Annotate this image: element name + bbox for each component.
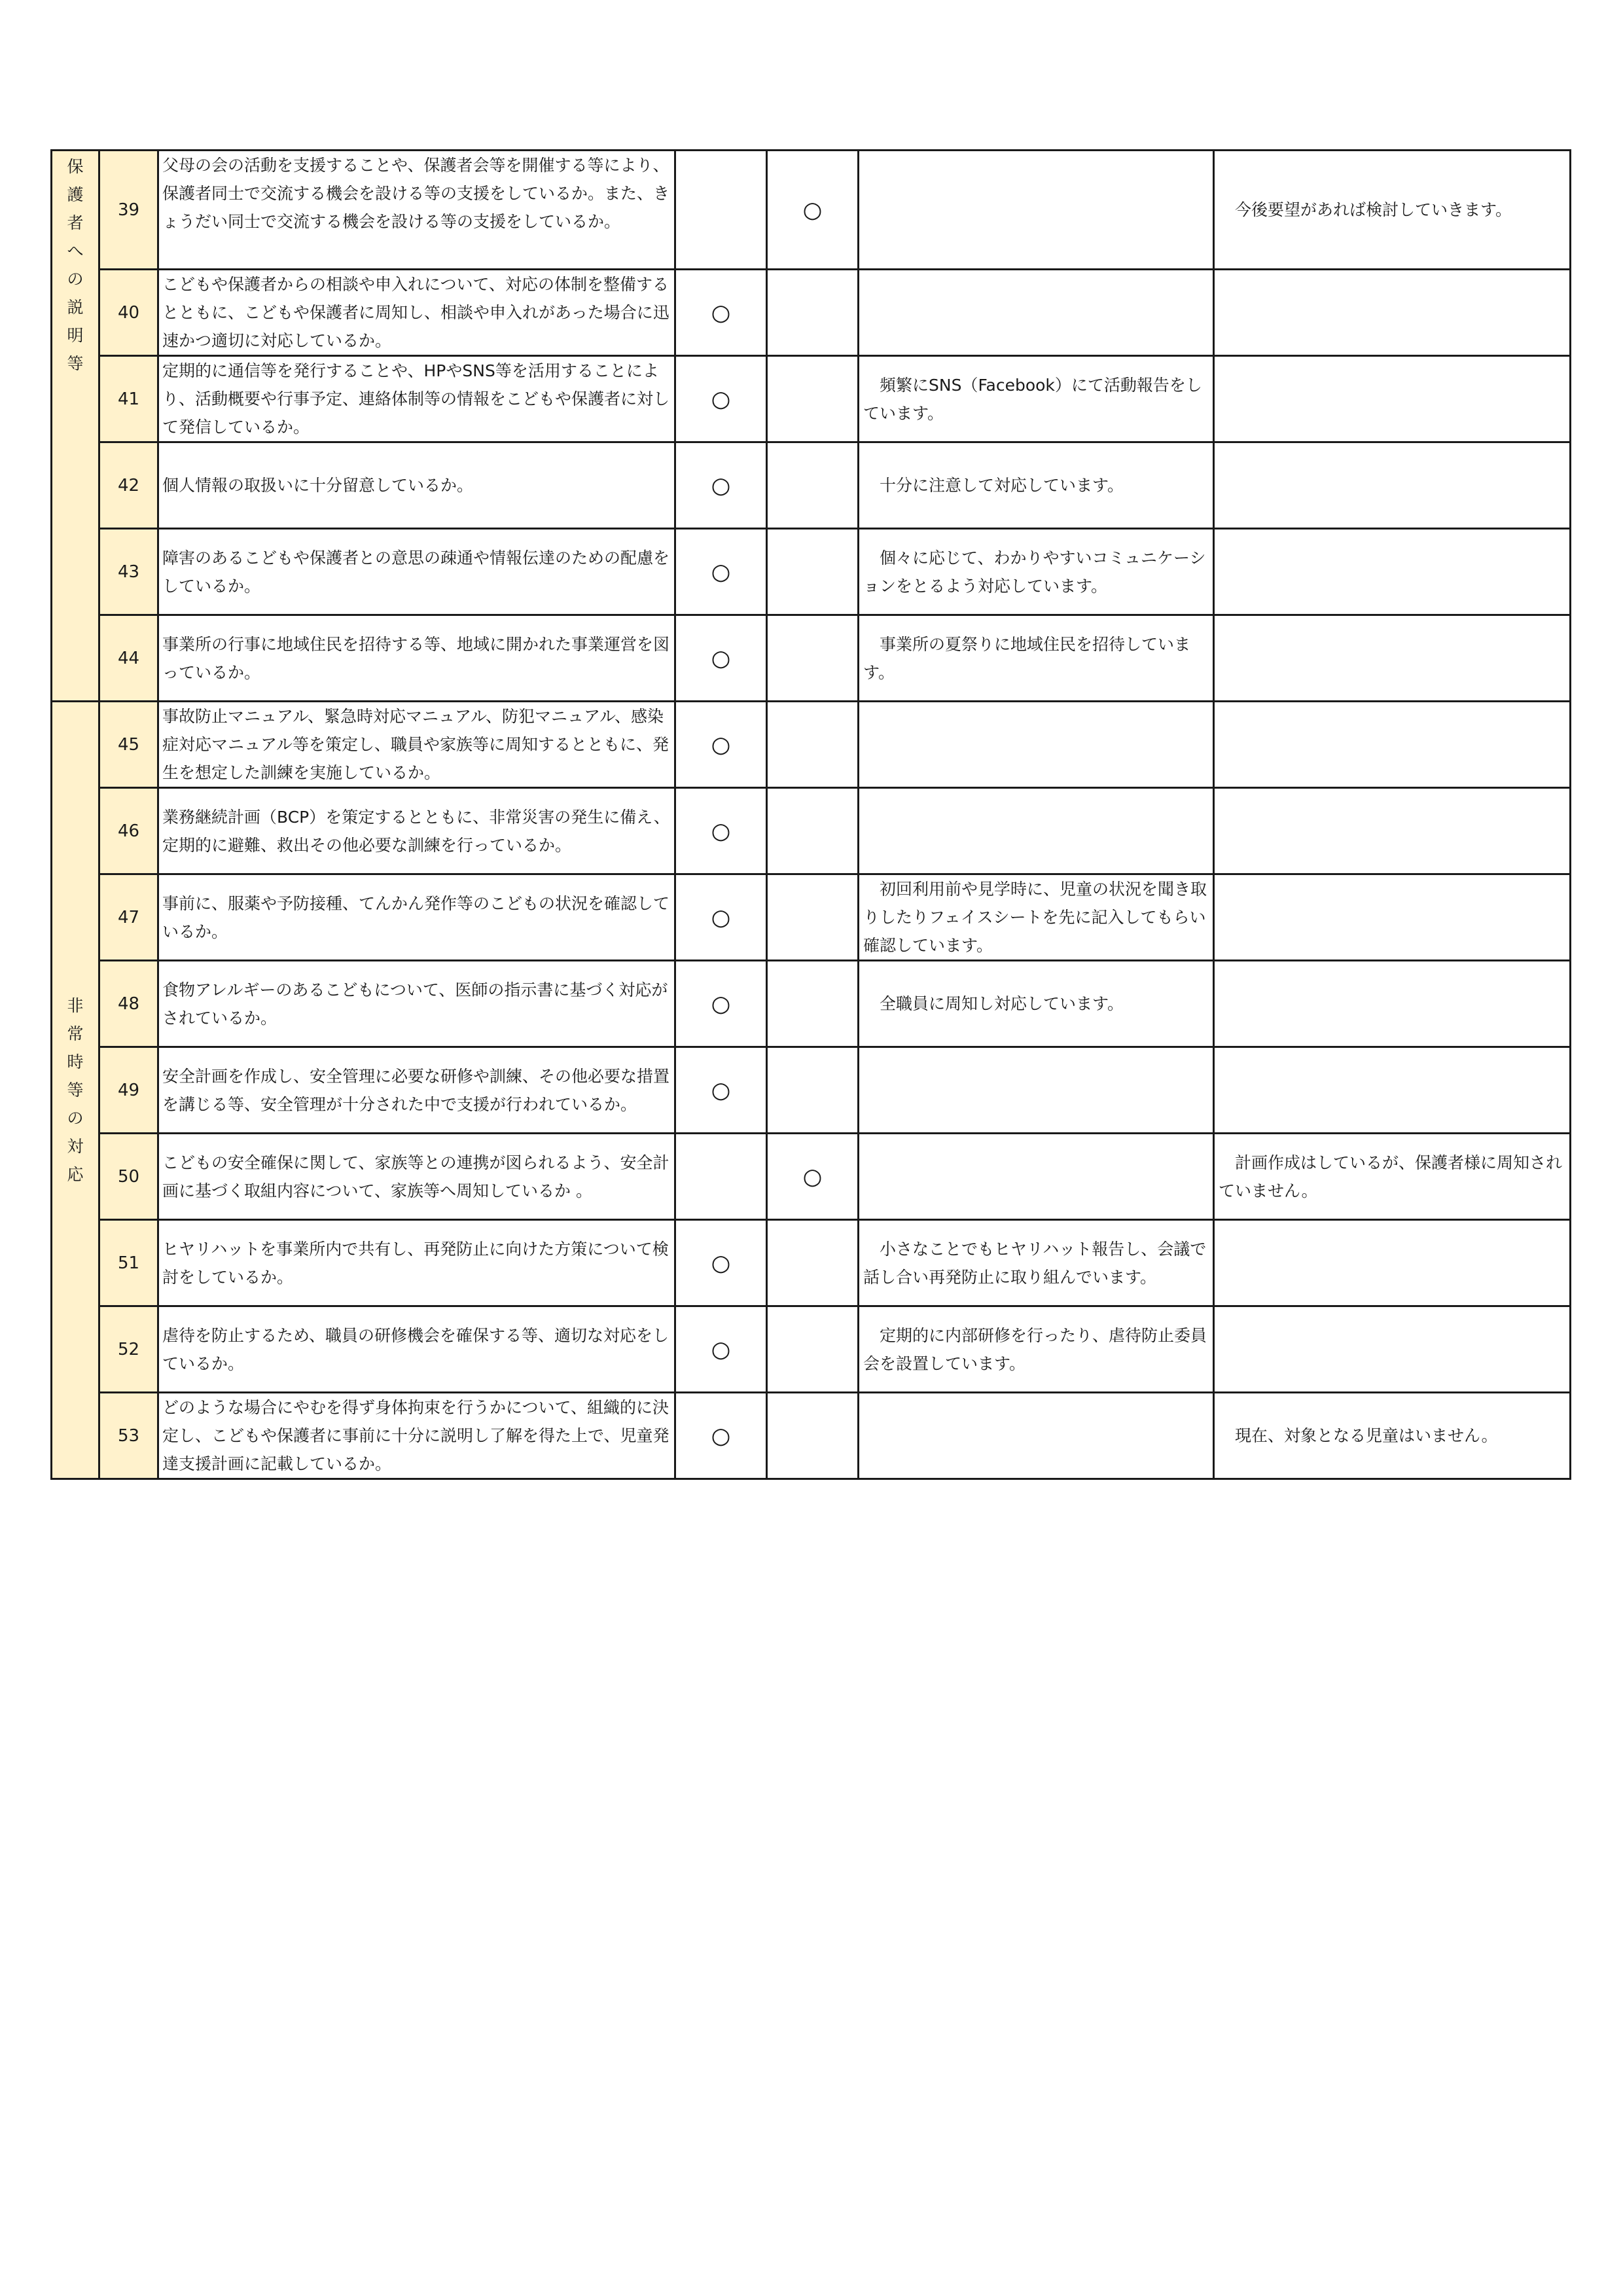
improvement-comment (1214, 788, 1571, 874)
category-label: 保護者への説明等 (67, 157, 84, 373)
item-number: 42 (99, 442, 158, 529)
item-number: 41 (99, 356, 158, 442)
status-comment: 全職員に周知し対応しています。 (859, 961, 1214, 1047)
yes-mark: ○ (675, 615, 767, 702)
table-row (52, 874, 1571, 961)
yes-mark (675, 1134, 767, 1220)
item-number: 43 (99, 529, 158, 615)
no-mark (767, 1220, 859, 1306)
improvement-comment (1214, 961, 1571, 1047)
item-number: 44 (99, 615, 158, 702)
item-text: 安全計画を作成し、安全管理に必要な研修や訓練、その他必要な措置を講じる等、安全管理が十分された中で支援が行われているか。 (158, 1047, 675, 1134)
item-text: 障害のあるこどもや保護者との意思の疎通や情報伝達のための配慮をしているか。 (158, 529, 675, 615)
status-comment (859, 151, 1214, 270)
status-comment (859, 1047, 1214, 1134)
item-number: 53 (99, 1393, 158, 1479)
item-number: 51 (99, 1220, 158, 1306)
yes-mark: ○ (675, 1220, 767, 1306)
yes-mark: ○ (675, 1306, 767, 1393)
status-comment: 個々に応じて、わかりやすいコミュニケーションをとるよう対応しています。 (859, 529, 1214, 615)
item-text: 虐待を防止するため、職員の研修機会を確保する等、適切な対応をしているか。 (158, 1306, 675, 1393)
table-row (52, 356, 1571, 442)
category-label: 非常時等の対応 (67, 996, 84, 1184)
no-mark (767, 270, 859, 356)
status-comment (859, 1134, 1214, 1220)
no-mark (767, 1306, 859, 1393)
item-text: 事故防止マニュアル、緊急時対応マニュアル、防犯マニュアル、感染症対応マニュアル等を策定し、職員や家族等に周知するとともに、発生を想定した訓練を実施しているか。 (158, 702, 675, 788)
improvement-comment (1214, 1220, 1571, 1306)
yes-mark: ○ (675, 874, 767, 961)
no-mark (767, 874, 859, 961)
improvement-comment: 現在、対象となる児童はいません。 (1214, 1393, 1571, 1479)
improvement-comment (1214, 270, 1571, 356)
item-number: 46 (99, 788, 158, 874)
improvement-comment (1214, 874, 1571, 961)
improvement-comment (1214, 529, 1571, 615)
item-number: 52 (99, 1306, 158, 1393)
table-row (52, 442, 1571, 529)
no-mark (767, 442, 859, 529)
yes-mark: ○ (675, 356, 767, 442)
category-cell (52, 702, 99, 1479)
status-comment (859, 270, 1214, 356)
no-mark (767, 1393, 859, 1479)
status-comment (859, 1393, 1214, 1479)
item-text: 定期的に通信等を発行することや、HPやSNS等を活用することにより、活動概要や行事予定、連絡体制等の情報をこどもや保護者に対して発信しているか。 (158, 356, 675, 442)
no-mark (767, 961, 859, 1047)
improvement-comment: 計画作成はしているが、保護者様に周知されていません。 (1214, 1134, 1571, 1220)
status-comment: 頻繁にSNS（Facebook）にて活動報告をしています。 (859, 356, 1214, 442)
no-mark (767, 1047, 859, 1134)
yes-mark (675, 151, 767, 270)
item-text: 事業所の行事に地域住民を招待する等、地域に開かれた事業運営を図っているか。 (158, 615, 675, 702)
status-comment: 定期的に内部研修を行ったり、虐待防止委員会を設置しています。 (859, 1306, 1214, 1393)
status-comment: 事業所の夏祭りに地域住民を招待しています。 (859, 615, 1214, 702)
table-row (52, 1393, 1571, 1479)
table-row (52, 1134, 1571, 1220)
improvement-comment (1214, 1306, 1571, 1393)
item-text: 事前に、服薬や予防接種、てんかん発作等のこどもの状況を確認しているか。 (158, 874, 675, 961)
yes-mark: ○ (675, 529, 767, 615)
table-row (52, 1047, 1571, 1134)
status-comment: 小さなことでもヒヤリハット報告し、会議で話し合い再発防止に取り組んでいます。 (859, 1220, 1214, 1306)
status-comment (859, 788, 1214, 874)
no-mark (767, 615, 859, 702)
item-number: 45 (99, 702, 158, 788)
item-number: 47 (99, 874, 158, 961)
status-comment: 十分に注意して対応しています。 (859, 442, 1214, 529)
item-text: 個人情報の取扱いに十分留意しているか。 (158, 442, 675, 529)
item-text: 業務継続計画（BCP）を策定するとともに、非常災害の発生に備え、定期的に避難、救出その他必要な訓練を行っているか。 (158, 788, 675, 874)
no-mark: ○ (767, 151, 859, 270)
no-mark (767, 702, 859, 788)
item-number: 39 (99, 151, 158, 270)
item-text: ヒヤリハットを事業所内で共有し、再発防止に向けた方策について検討をしているか。 (158, 1220, 675, 1306)
no-mark (767, 356, 859, 442)
item-number: 50 (99, 1134, 158, 1220)
table-row (52, 788, 1571, 874)
item-number: 49 (99, 1047, 158, 1134)
status-comment (859, 702, 1214, 788)
yes-mark: ○ (675, 702, 767, 788)
improvement-comment (1214, 702, 1571, 788)
yes-mark: ○ (675, 442, 767, 529)
table-row (52, 151, 1571, 270)
yes-mark: ○ (675, 270, 767, 356)
item-text: こどもの安全確保に関して、家族等との連携が図られるよう、安全計画に基づく取組内容について、家族等へ周知しているか 。 (158, 1134, 675, 1220)
no-mark: ○ (767, 1134, 859, 1220)
status-comment: 初回利用前や見学時に、児童の状況を聞き取りしたりフェイスシートを先に記入してもらい確認しています。 (859, 874, 1214, 961)
table-row (52, 702, 1571, 788)
item-text: どのような場合にやむを得ず身体拘束を行うかについて、組織的に決定し、こどもや保護者に事前に十分に説明し了解を得た上で、児童発達支援計画に記載しているか。 (158, 1393, 675, 1479)
table-row (52, 1306, 1571, 1393)
table-row (52, 270, 1571, 356)
table-row (52, 961, 1571, 1047)
no-mark (767, 788, 859, 874)
table-row (52, 529, 1571, 615)
improvement-comment: 今後要望があれば検討していきます。 (1214, 151, 1571, 270)
table-row (52, 1220, 1571, 1306)
improvement-comment (1214, 356, 1571, 442)
improvement-comment (1214, 1047, 1571, 1134)
evaluation-table (50, 149, 1571, 1480)
improvement-comment (1214, 615, 1571, 702)
item-text: こどもや保護者からの相談や申入れについて、対応の体制を整備するとともに、こどもや保護者に周知し、相談や申入れがあった場合に迅速かつ適切に対応しているか。 (158, 270, 675, 356)
no-mark (767, 529, 859, 615)
table-row (52, 615, 1571, 702)
yes-mark: ○ (675, 961, 767, 1047)
yes-mark: ○ (675, 1393, 767, 1479)
yes-mark: ○ (675, 788, 767, 874)
item-number: 40 (99, 270, 158, 356)
category-cell (52, 151, 99, 702)
item-text: 食物アレルギーのあるこどもについて、医師の指示書に基づく対応がされているか。 (158, 961, 675, 1047)
yes-mark: ○ (675, 1047, 767, 1134)
improvement-comment (1214, 442, 1571, 529)
item-text: 父母の会の活動を支援することや、保護者会等を開催する等により、保護者同士で交流する機会を設ける等の支援をしているか。また、きょうだい同士で交流する機会を設ける等の支援をしているか。 (158, 151, 675, 270)
item-number: 48 (99, 961, 158, 1047)
